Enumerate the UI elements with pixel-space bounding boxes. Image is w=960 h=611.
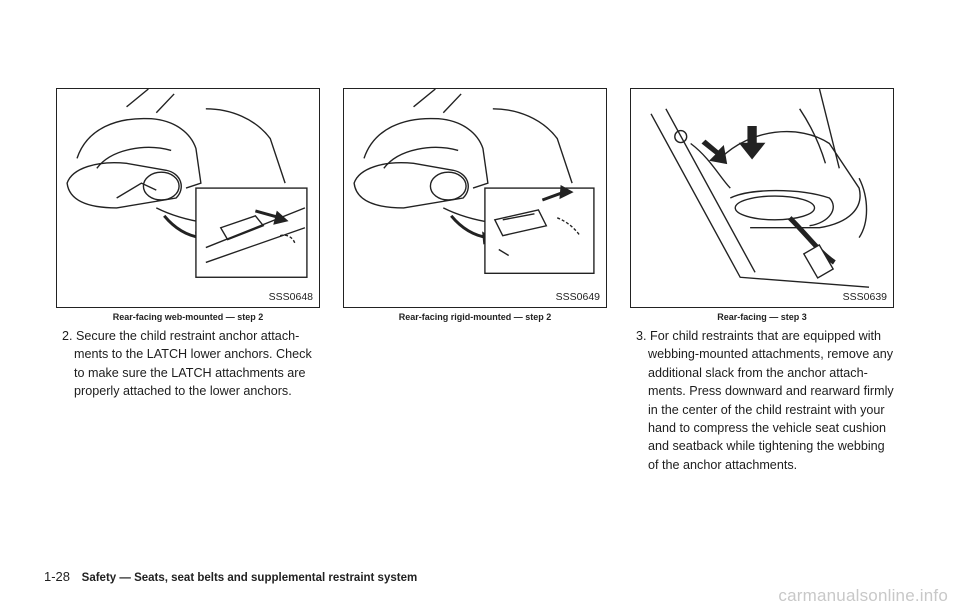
step-line: and seatback while tightening the webbing — [648, 439, 885, 454]
page-number: 1-28 — [44, 569, 71, 584]
step-line: to make sure the LATCH attachments are — [74, 365, 306, 380]
figure-caption: Rear-facing web-mounted — step 2 — [112, 312, 264, 322]
figure-code: SSS0649 — [555, 291, 600, 303]
step-line: 2. Secure the child restraint anchor attach- — [62, 329, 300, 343]
step-line: webbing-mounted attachments, remove any — [648, 347, 894, 362]
step-line: ments. Press downward and rearward firmly — [648, 384, 894, 399]
step-line: additional slack from the anchor attach- — [648, 365, 868, 380]
illustration-step-3 — [631, 89, 893, 307]
illustration-rigid-mounted — [344, 89, 606, 307]
figure-step-3 — [630, 88, 894, 308]
figure-caption: Rear-facing — step 3 — [717, 312, 807, 322]
figure-rigid-mounted — [343, 88, 607, 308]
instruction-step-2 — [62, 327, 324, 401]
illustration-web-mounted — [57, 89, 319, 307]
watermark: carmanualsonline.info — [778, 586, 948, 605]
section-title: Safety — Seats, seat belts and supplemental restraint system — [81, 572, 418, 584]
instruction-step-3 — [636, 327, 898, 474]
figure-code: SSS0639 — [842, 291, 887, 303]
step-line: of the anchor attachments. — [648, 457, 798, 472]
step-line: ments to the LATCH lower anchors. Check — [74, 347, 312, 362]
step-line: hand to compress the vehicle seat cushion — [648, 421, 887, 436]
figure-web-mounted — [56, 88, 320, 308]
page-footer — [44, 569, 417, 584]
step-line: 3. For child restraints that are equipped with — [636, 329, 882, 343]
step-line: properly attached to the lower anchors. — [74, 384, 292, 399]
step-line: in the center of the child restraint with your — [648, 402, 885, 417]
figure-code: SSS0648 — [268, 291, 313, 303]
figure-caption: Rear-facing rigid-mounted — step 2 — [398, 312, 552, 322]
